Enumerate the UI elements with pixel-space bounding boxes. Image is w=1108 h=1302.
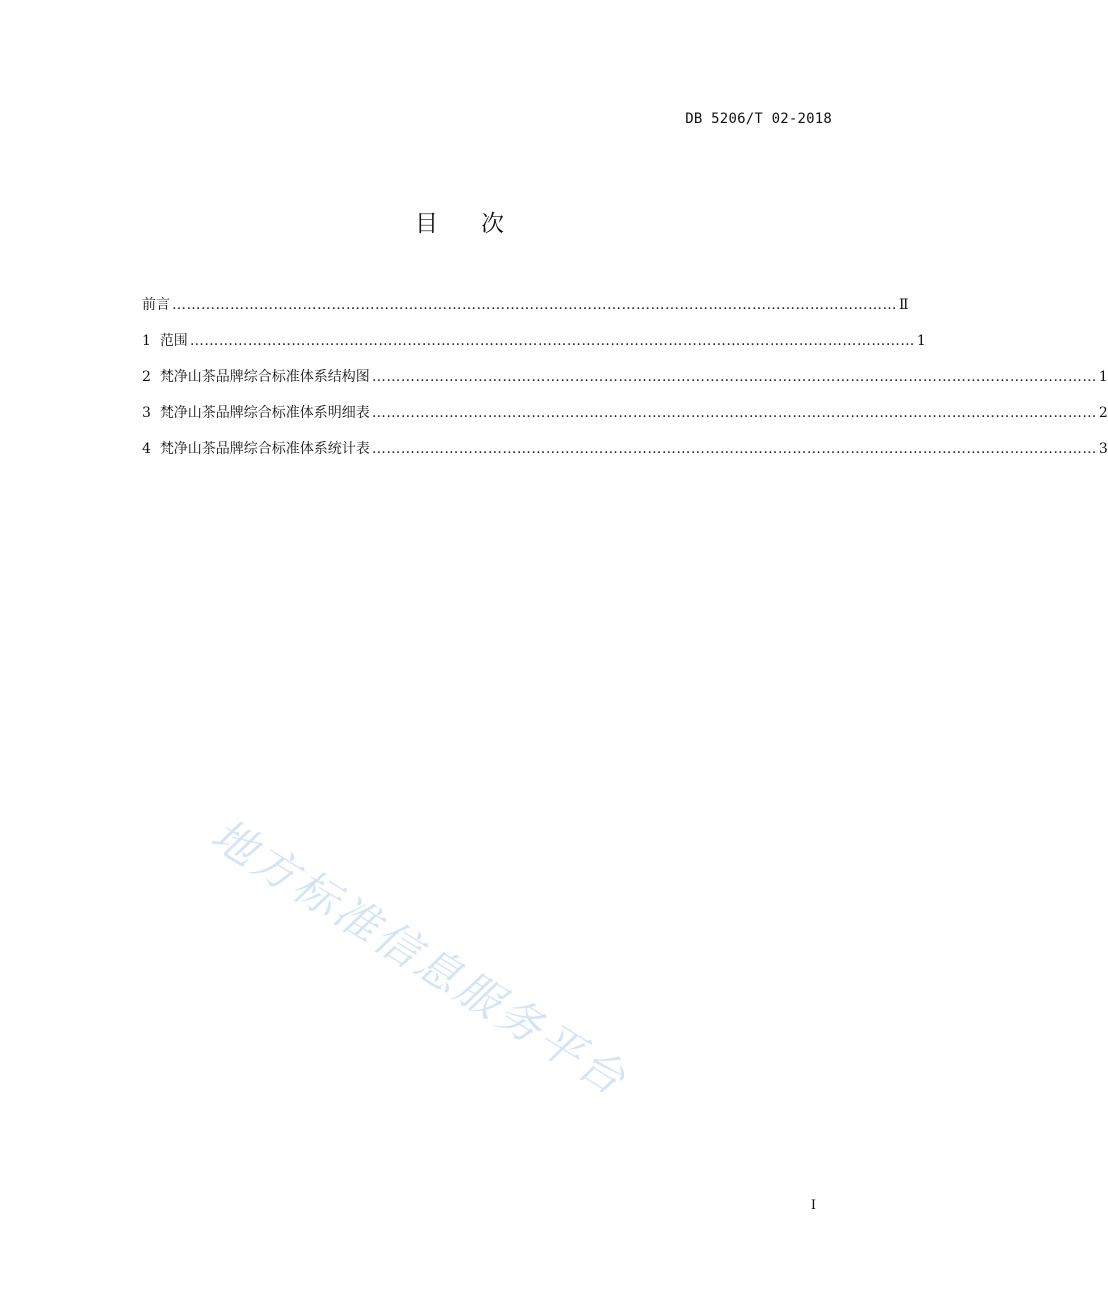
toc-entry-page: Ⅱ [899, 297, 909, 313]
toc-entry-number: 3 [142, 405, 160, 421]
toc-entry-label: 前言 [142, 297, 170, 313]
toc-entry-number: 1 [142, 333, 160, 349]
toc-leader-dots: …………………………………………………………………………………………………………………………………… [172, 297, 897, 313]
toc-leader-dots: …………………………………………………………………………………………………………………………………… [189, 333, 915, 349]
table-of-contents [142, 295, 1108, 475]
document-code: DB 5206/T 02-2018 [685, 111, 832, 127]
toc-entry-statistics-table[interactable] [142, 439, 1108, 475]
toc-entry-label: 梵净山茶品牌综合标准体系统计表 [159, 441, 370, 457]
toc-entry-number: 4 [142, 441, 160, 457]
toc-entry-detail-table[interactable] [142, 403, 1108, 439]
toc-entry-page: 1 [1098, 369, 1108, 385]
watermark-text: 地方标准信息服务平台 [202, 809, 637, 1107]
toc-title-right: 次 [481, 211, 505, 237]
toc-entry-structure-diagram[interactable] [142, 367, 1108, 403]
toc-leader-dots: …………………………………………………………………………………………………………………………………… [371, 405, 1097, 421]
page-number: I [810, 1198, 816, 1213]
toc-entry-page: 2 [1098, 405, 1108, 421]
toc-entry-page: 1 [916, 333, 926, 349]
toc-entry-label: 梵净山茶品牌综合标准体系明细表 [159, 405, 370, 421]
toc-entry-scope[interactable] [142, 331, 926, 367]
toc-leader-dots: …………………………………………………………………………………………………………………………………… [371, 441, 1097, 457]
toc-entry-page: 3 [1098, 441, 1108, 457]
toc-title-left: 目 [415, 211, 439, 237]
toc-leader-dots: …………………………………………………………………………………………………………………………………… [371, 369, 1097, 385]
toc-entry-label: 梵净山茶品牌综合标准体系结构图 [159, 369, 370, 385]
toc-entry-label: 范围 [159, 333, 188, 349]
toc-entry-number: 2 [142, 369, 160, 385]
toc-entry-foreword[interactable] [142, 295, 909, 331]
toc-title [0, 205, 920, 238]
